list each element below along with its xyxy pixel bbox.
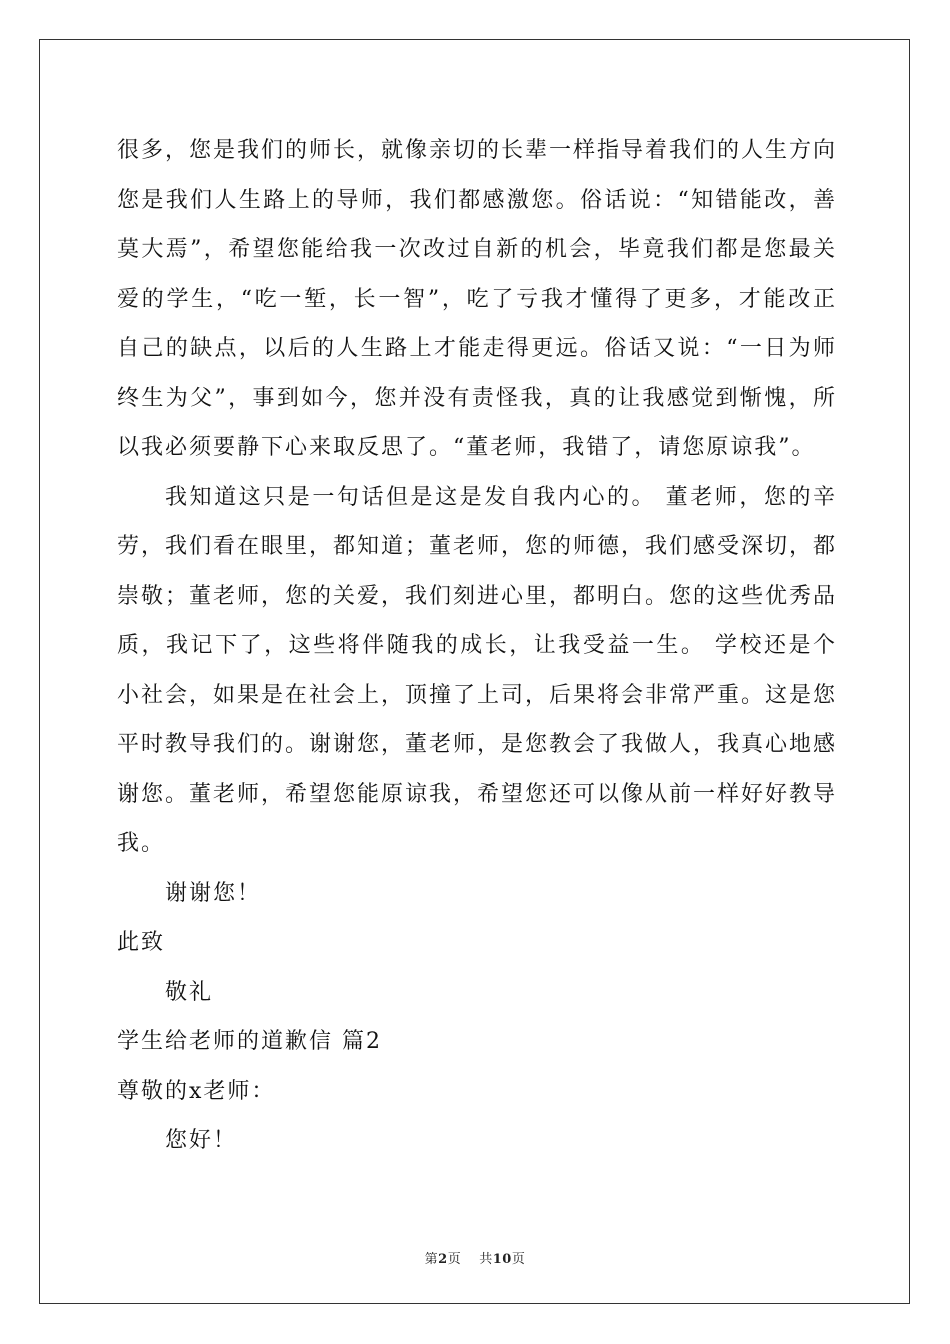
greeting-line: 尊敬的x老师： — [117, 1078, 276, 1104]
section-title: 学生给老师的道歉信 篇2 — [117, 1029, 382, 1054]
paragraph-2: 我知道这只是一句话但是这是发自我内心的。 董老师，您的辛劳，我们看在眼里，都知道；董老师，您的师德，我们感受深切，都崇敬；董老师，您的关爱，我们刻进心里，都明白。您的这些优秀品质，我记下了，这些将伴随我的成长，让我受益一生。 学校还是个小社会，如果是在社会上，顶撞了上司，后果将会非常严重。这是您平时教导我们的。谢谢您，董老师，是您教会了我做人，我真心地感谢您。董老师，希望您能原谅我，希望您还可以像从前一样好好教导我。 — [117, 484, 838, 856]
total-suffix: 页 — [511, 1252, 526, 1267]
salute-line: 敬礼 — [165, 979, 214, 1005]
page-suffix: 页 — [447, 1252, 462, 1267]
total-pages: 10 — [492, 1252, 512, 1267]
paragraph-1: 很多，您是我们的师长，就像亲切的长辈一样指导着我们的人生方向您是我们人生路上的导师，我们都感激您。俗话说：“知错能改，善莫大焉”，希望您能给我一次改过自新的机会，毕竟我们都是您最关爱的学生，“吃一堑，长一智”，吃了亏我才懂得了更多，才能改正自己的缺点，以后的人生路上才能走得更远。俗话又说：“一日为师终生为父”，事到如今，您并没有责怪我，真的让我感觉到惭愧，所以我必须要静下心来取反思了。“董老师，我错了，请您原谅我”。 — [117, 138, 838, 460]
thanks-line: 谢谢您！ — [165, 880, 262, 906]
hello-line: 您好！ — [165, 1128, 238, 1153]
closing-line: 此致 — [117, 930, 166, 955]
page-prefix: 第 — [424, 1252, 439, 1267]
page-number: 2 — [438, 1252, 448, 1267]
page-footer — [0, 1248, 950, 1267]
total-prefix: 共 — [479, 1252, 493, 1267]
document-body — [117, 126, 837, 1166]
